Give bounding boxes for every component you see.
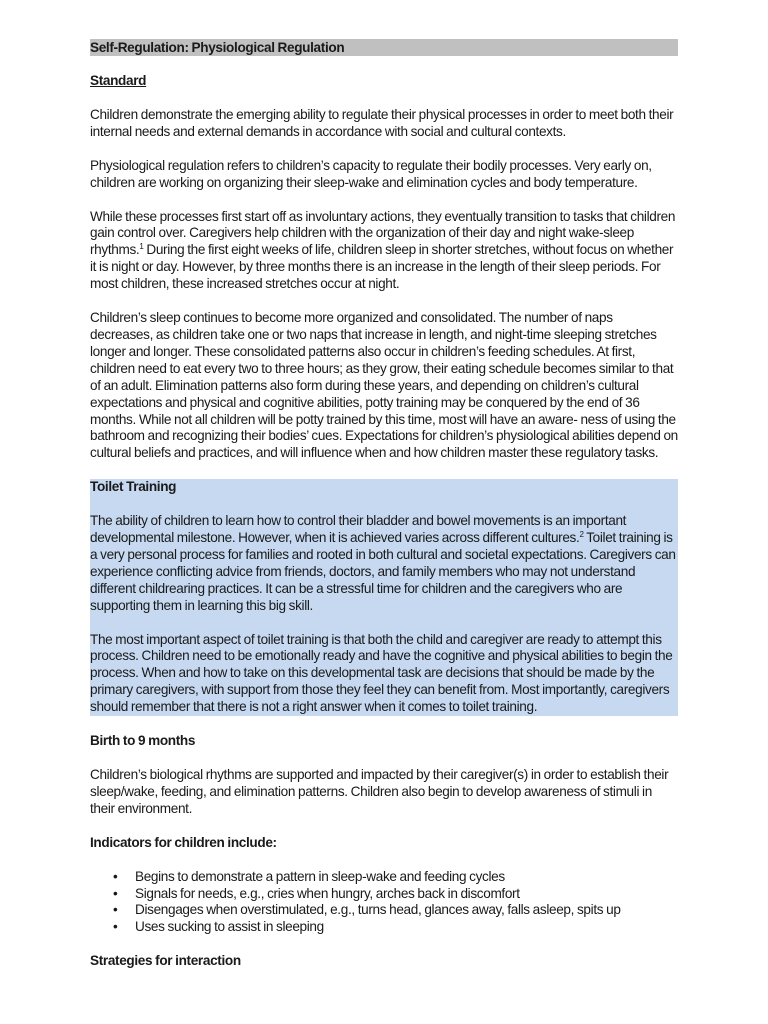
list-item-text: Disengages when overstimulated, e.g., turns head, glances away, falls asleep, spits up: [135, 902, 621, 918]
indicators-heading: Indicators for children include:: [90, 834, 277, 850]
standard-text: Children demonstrate the emerging ability to regulate their physical processes in order to meet both their internal needs and external demands in accordance with social and cultural contexts.: [90, 106, 674, 139]
paragraph-text: The ability of children to learn how to control their bladder and bowel movements is an important developmental milestone. However, when it is achieved varies across different cultures.: [90, 513, 627, 546]
birth-to-9-months-heading: Birth to 9 months: [90, 733, 196, 749]
strategies-heading: Strategies for interaction: [90, 953, 241, 969]
standard-heading: Standard: [90, 73, 147, 88]
list-item-text: Signals for needs, e.g., cries when hungry, arches back in discomfort: [135, 885, 520, 901]
paragraph-sleep-consolidation: Children’s sleep continues to become more organized and consolidated. The number of naps decreases, as children take one or two naps that increase in length, and night-time sleeping stretches longer and longer. These consolidated patterns also occur in children’s feeding schedules. At first, children need to eat every two to three hours; as they grow, their eating schedule becomes similar to that of an adult. Elimination patterns also form during these years, and depending on children’s cultural expectations and physical and cognitive abilities, potty training may be conquered by the end of 36 months. While not all children will be potty trained by this time, most will have an aware- ness of using the bathroom and recognizing their bodies’ cues. Expectations for children’s physiological abilities depend on cultural beliefs and practices, and will influence when and how children master these regulatory tasks.: [90, 310, 678, 461]
bullet-icon: •: [113, 885, 118, 901]
birth-to-9-months-text: Children’s biological rhythms are supported and impacted by their caregiver(s) in order to establish their sleep/wake, feeding, and elimination patterns. Children also begin to develop awareness of stimuli in their environment.: [90, 767, 669, 816]
toilet-training-readiness-paragraph: The most important aspect of toilet training is that both the child and caregiver are ready to attempt this process. Children need to be emotionally ready and have the cognitive and physical abilities to begin the process. When and how to take on this developmental task are decisions that should be made by the primary caregivers, with support from those they feel they can benefit from. Most importantly, caregivers should remember that there is not a right answer when it comes to toilet training.: [90, 631, 673, 715]
section-spacer: [90, 496, 678, 513]
list-item: [90, 869, 678, 886]
document-page: [90, 39, 678, 987]
footnote-reference[interactable]: 2: [579, 530, 584, 540]
toilet-training-section: [90, 479, 678, 716]
list-item-text: Uses sucking to assist in sleeping: [135, 919, 324, 935]
list-item-text: Begins to demonstrate a pattern in sleep-wake and feeding cycles: [135, 868, 505, 884]
list-item: [90, 919, 678, 936]
bullet-icon: •: [113, 902, 118, 918]
paragraph-text: Toilet training is a very personal process for families and rooted in both cultural and societal expectations. Caregivers can experience conflicting advice from friends, doctors, and family members who may not understand different childrearing practices. It can be a stressful time for children and the caregivers who are supporting them in learning this big skill.: [90, 530, 676, 613]
section-spacer: [90, 615, 678, 632]
paragraph-involuntary-actions: [90, 209, 678, 294]
footnote-reference[interactable]: 1: [139, 242, 144, 252]
document-title: Self-Regulation: Physiological Regulation: [90, 39, 678, 56]
paragraph-text: While these processes first start off as involuntary actions, they eventually transition to tasks that children gain control over. Caregivers help children with the organization of their day and night wake-sleep rhythms.: [90, 208, 676, 258]
bullet-icon: •: [113, 868, 118, 884]
list-item: [90, 886, 678, 903]
bullet-icon: •: [113, 919, 118, 935]
list-item: [90, 902, 678, 919]
paragraph-physiological-regulation: Physiological regulation refers to children’s capacity to regulate their bodily processes. Very early on, children are working on organizing their sleep-wake and elimination cycles and body temperature.: [90, 157, 652, 190]
indicators-list: [90, 869, 678, 937]
paragraph-text: During the first eight weeks of life, children sleep in shorter stretches, without focus on whether it is night or day. However, by three months there is an increase in the length of their sleep periods. For most children, these increased stretches occur at night.: [90, 242, 674, 292]
toilet-training-paragraph: [90, 513, 678, 614]
toilet-training-heading: Toilet Training: [90, 479, 177, 495]
